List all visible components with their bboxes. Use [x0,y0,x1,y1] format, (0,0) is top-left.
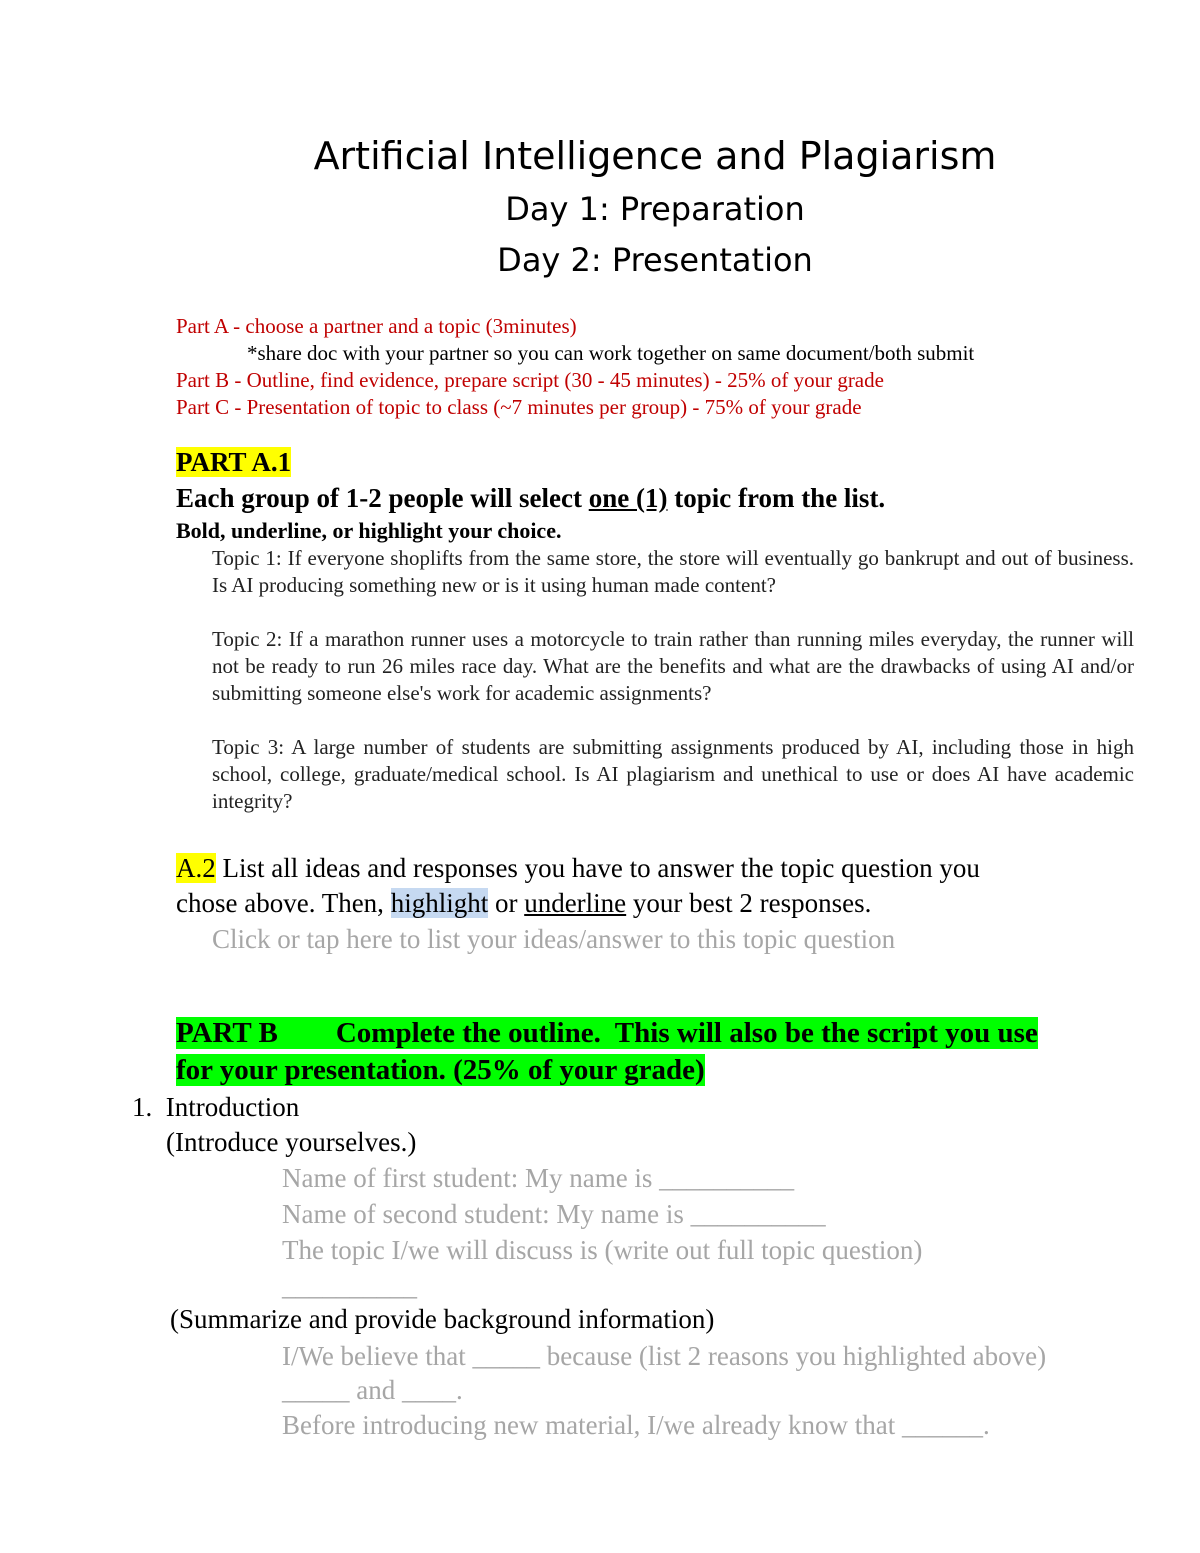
part-a-line: Part A - choose a partner and a topic (3minutes) [176,314,577,338]
summarize-heading: (Summarize and provide background information) [170,1304,715,1334]
day2-subtitle: Day 2: Presentation [497,241,813,279]
topic-question-blank[interactable]: __________ [282,1271,417,1301]
part-b-heading-line2: for your presentation. (25% of your grade) [176,1054,705,1086]
a2-line2: chose above. Then, highlight or underline your best 2 responses. [176,888,872,918]
introduce-yourselves: (Introduce yourselves.) [166,1127,417,1157]
second-student-name-field[interactable]: Name of second student: My name is __________ [282,1199,826,1229]
prior-knowledge-field[interactable]: Before introducing new material, I/we already know that ______. [282,1410,990,1440]
belief-field[interactable]: I/We believe that _____ because (list 2 reasons you highlighted above) [282,1341,1047,1371]
topic-2[interactable]: Topic 2: If a marathon runner uses a motorcycle to train rather than running miles everyday, the runner will not be ready to run 26 miles race day. What are the benefits and what are the drawbacks of using AI and/or submitting someone else's work for academic assignments? [212,627,1134,705]
ideas-placeholder-field[interactable]: Click or tap here to list your ideas/answer to this topic question [212,924,896,954]
a1-choice-instruction: Bold, underline, or highlight your choice. [176,518,562,543]
day1-subtitle: Day 1: Preparation [505,190,805,228]
part-b-heading: PART B Complete the outline. This will also be the script you use [176,1017,1038,1049]
first-student-name-field[interactable]: Name of first student: My name is __________ [282,1163,795,1193]
outline-item-introduction: 1. Introduction [132,1092,300,1122]
reasons-field[interactable]: _____ and ____. [282,1375,463,1405]
a1-instruction: Each group of 1-2 people will select one (1) topic from the list. [176,483,886,513]
topic-1[interactable]: Topic 1: If everyone shoplifts from the same store, the store will eventually go bankrupt and out of business. Is AI producing something new or is it using human made content? [212,546,1134,597]
document-title: Artificial Intelligence and Plagiarism [313,134,997,178]
topic-3[interactable]: Topic 3: A large number of students are submitting assignments produced by AI, including those in high school, college, graduate/medical school. Is AI plagiarism and unethical to use or does AI have academic integrity? [212,735,1134,813]
a2-label: A.2 [176,853,216,883]
part-c-line: Part C - Presentation of topic to class (~7 minutes per group) - 75% of your grade [176,395,862,419]
part-b-line: Part B - Outline, find evidence, prepare script (30 - 45 minutes) - 25% of your grade [176,368,884,392]
topic-question-field[interactable]: The topic I/we will discuss is (write out full topic question) [282,1235,923,1265]
a2-line1: A.2 List all ideas and responses you have to answer the topic question you [176,853,980,883]
share-note: *share doc with your partner so you can work together on same document/both submit [247,341,975,365]
part-a1-heading: PART A.1 [176,447,292,477]
